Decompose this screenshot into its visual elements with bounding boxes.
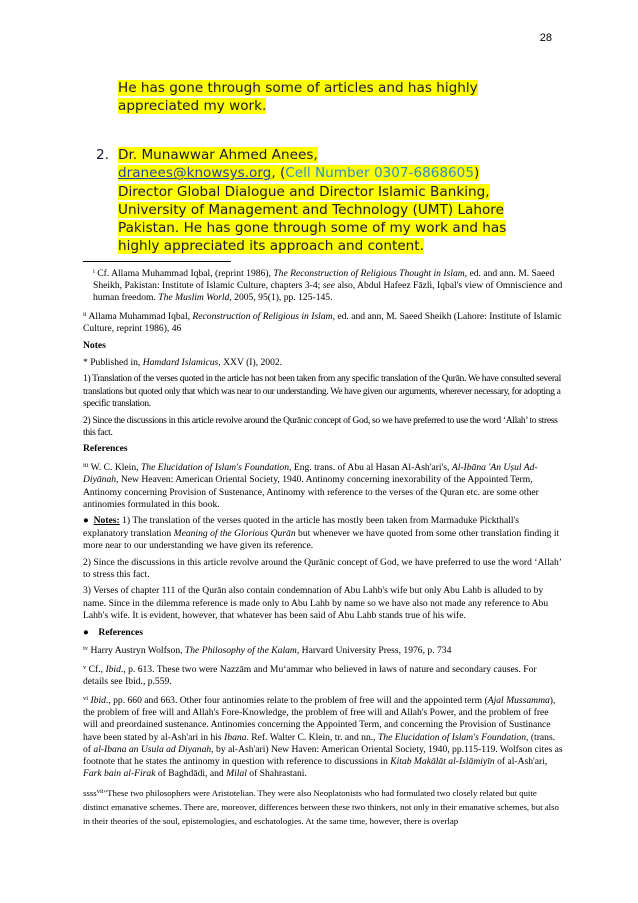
contact-name: Dr. Munawwar Ahmed Anees, [118,147,318,163]
list-number: 2. [96,147,109,163]
footnote-vi: $^{vi}$ Ibid., pp. 660 and 663. Other four antinomies relate to the problem of free will and the appointed term (Ajal Mussamma), the problem of free will and Allah's Fore-Knowledge, the problem of free will and Allah's Power, and the problem of free will and preordained sustenance. Antinomies concerning the Appointed Term, and concerning the Provision of Sustinance have been stated by al-Ash'ari in his Ibana. Ref. Walter C. Klein, tr. and nn., The Elucidation of Islam's Foundation, (trans. of al-Ibana an Usula ad Diyanah, by al-Ash'ari) New Haven: American Oriental Society, 1940, pp.115-119. Wolfson cites as footnote that he states the antinomy in question with reference to discussions in Kitab Makālāt al-Islāmiyīn of al-Ash'ari, Fark bain al-Firak of Baghdādi, and Milal of Shahrastani. [83,694,563,780]
cell-number: Cell Number 0307-6868605 [285,165,474,182]
footnotes-section [83,266,563,828]
footnote-marker: ii [83,311,87,319]
footnote-i: $^i$ Cf. Allama Muhammad Iqbal, (reprint 1986), The Reconstruction of Religious Thought in Islam, ed. and ann. M. Saeed Sheikh, Pakistan: Institute of Islamic Culture, chapters 3-4; see also, Abdul Hafeez Fāzli, Iqbal's view of Omniscience and human freedom. The Muslim World, 2005, 95(1), pp. 125-145. [93,268,563,304]
contact-description: Director Global Dialogue and Director Islamic Banking, University of Management and Technology (UMT) Lahore Pakistan. He has gone through some of my work and has highly appreciated its approach and content. [118,183,507,255]
paragraph-highlight-1 [118,79,528,116]
separator: , ( [271,165,286,182]
references-heading: References [83,443,128,455]
list-item-2 [96,146,526,256]
bullet-note-3: 3) Verses of chapter 111 of the Qurān also contain condemnation of Abu Lahb's wife but only Abu Lahb is alluded to by name. Since in the dilemma reference is made only to Abu Lahb by name so we have also not made any reference to Abu Lahb's wife. It is evident, however, that whatever has been said of Abu Lahb stands true of his wife. [83,585,549,621]
close-paren: ) [473,165,480,182]
bullet-icon: ● [83,626,89,638]
footnote-marker: iv [83,645,89,653]
footnote-vii: ssss$^{vii}$"These two philosophers were Aristotelian. They were also Neoplatonists who had formulated two closely related but quite distinct emanative schemes. There are, moreover, differences between these two thinkers, not only in their emanative schemes, but also in their theories of the soul, epistemologies, and eschatologies. At the same time, however, there is overlap [83,787,559,826]
footnote-marker: vi [83,694,89,702]
footnote-rule [83,261,231,262]
footnote-iii: $^{iii}$ W. C. Klein, The Elucidation of Islam's Foundation, Eng. trans. of Abu al Hasan Al-Ash'ari's, Al-Ibāna 'An Uṣul Ad-Diyānah, New Heaven: American Oriental Society, 1940. Antinomy concerning inexorability of the Appointed Term, Antinomy concerning Provision of Sustenance, Antinomy with reference to the verses of the Quran etc. are some other antinomies formulated in this book. [83,462,539,510]
footnote-marker: vii [96,787,104,795]
bullet-icon: ● [83,515,89,527]
bullet-notes: ● Notes: 1) The translation of the verses quoted in the article has mostly been taken from Marmaduke Pickthall's explanatory translation Meaning of the Glorious Qurān but whenever we have quoted from some other translation finding it more near to our understanding we have given its reference. [83,515,560,551]
note-2: 2) Since the discussions in this article revolve around the Qurānic concept of God, so we have preferred to use the word ‘Allah’ to stress this fact. [83,414,558,438]
note-1: 1) Translation of the verses quoted in the article has not been taken from any specific translation of the Qurān. We have consulted several translations but quoted only that which was near to our understanding. We have given our arguments, wherever necessary, for adopting a specific translation. [83,373,561,409]
footnote-v: $^v$ Cf., Ibid., p. 613. These two were Nazzām and Mu‘ammar who believed in laws of nature and secondary causes. For details see Ibid., p.559. [83,663,537,688]
footnote-marker: v [83,663,87,671]
footnote-marker: i [93,268,95,275]
published-line: * Published in, Hamdard Islamicus, XXV (I), 2002. [83,356,283,368]
footnote-iv: $^{iv}$ Harry Austryn Wolfson, The Philosophy of the Kalam, Harvard University Press, 1976, p. 734 [83,645,452,657]
references-heading-2: ● References [83,626,143,638]
footnote-marker: iii [83,462,89,470]
footnote-ii: $^{ii}$ Allama Muhammad Iqbal, Reconstruction of Religious in Islam, ed. and ann, M. Saeed Sheikh (Lahore: Institute of Islamic Culture, reprint 1986), 46 [83,311,562,335]
highlighted-text: He has gone through some of articles and has highly appreciated my work. [118,80,478,115]
page-number: 28 [539,32,552,44]
notes-heading: Notes [83,340,106,352]
email-link[interactable]: dranees@knowsys.org [118,165,272,182]
bullet-note-2: 2) Since the discussions in this article revolve around the Qurānic concept of God, we have preferred to use the word ‘Allah’ to stress this fact. [83,556,562,580]
